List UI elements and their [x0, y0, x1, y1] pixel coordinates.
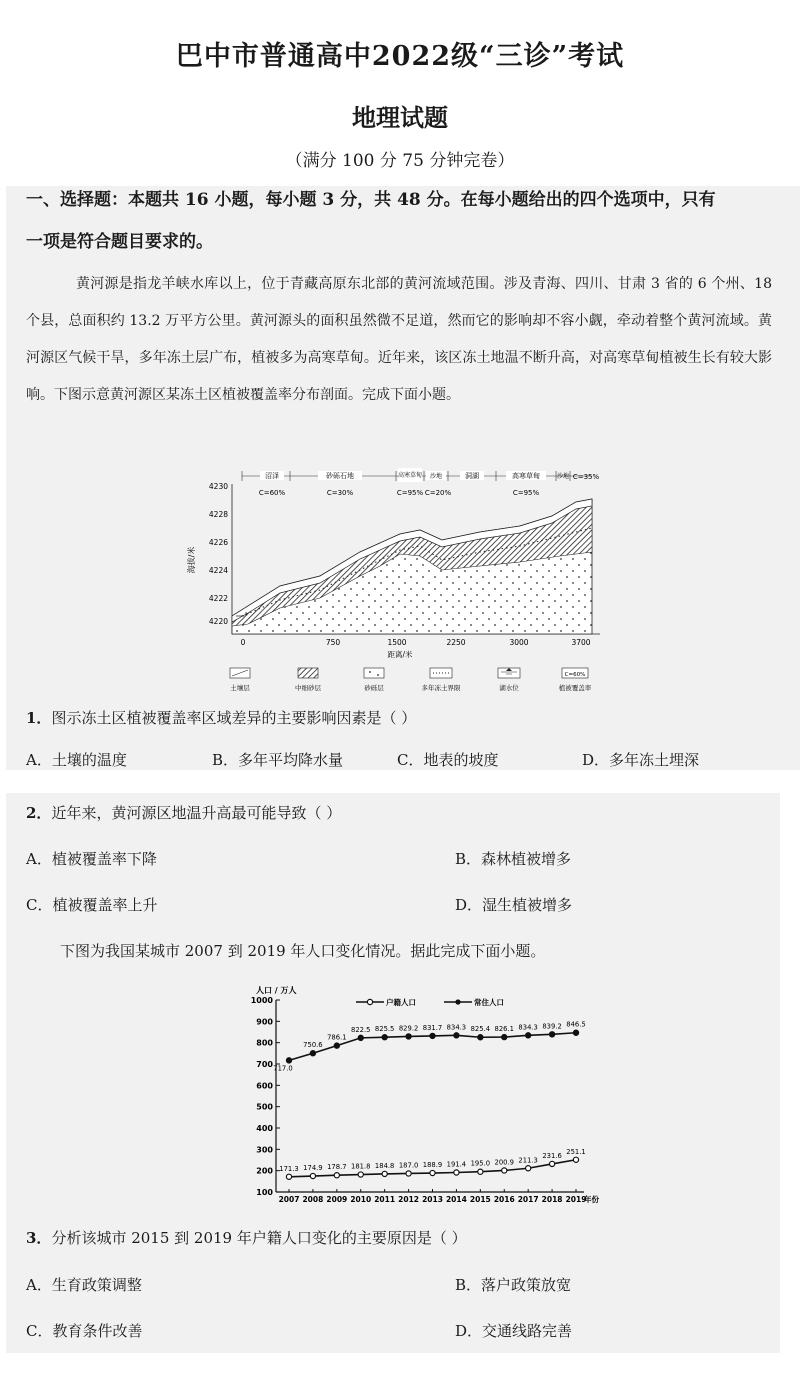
data-label: 181.8 [351, 1162, 371, 1171]
x-axis-label: 距离/米 [387, 650, 413, 659]
data-point [310, 1173, 315, 1178]
x-tick: 750 [325, 638, 341, 647]
data-point [430, 1170, 435, 1175]
x-tick-label: 2017 [517, 1195, 539, 1204]
zone-header [242, 468, 600, 497]
data-label: 831.7 [422, 1023, 443, 1032]
zone-cover: C=20% [424, 489, 452, 497]
y-tick-label: 1000 [250, 996, 273, 1005]
permafrost-profile-figure [180, 466, 620, 698]
data-point [430, 1033, 435, 1038]
zone-name: 高寒草甸 [397, 472, 423, 479]
x-tick-label: 2018 [541, 1195, 563, 1204]
data-label: 171.3 [279, 1164, 299, 1173]
x-tick-label: 2012 [398, 1195, 420, 1204]
legend-filled-marker [455, 999, 460, 1004]
q1-option-d[interactable]: D．多年冻土埋深 [582, 751, 700, 769]
data-point [454, 1170, 459, 1175]
x-tick: 3000 [509, 638, 529, 647]
data-label: 829.2 [398, 1024, 419, 1033]
data-label: 188.9 [422, 1161, 443, 1170]
q2-option-b[interactable]: B．森林植被增多 [455, 850, 572, 868]
data-point [526, 1033, 531, 1038]
legend-label: 多年冻土界限 [421, 684, 461, 692]
data-label: 187.0 [398, 1161, 419, 1170]
y-tick-label: 700 [256, 1060, 273, 1069]
data-point [358, 1035, 363, 1040]
y-tick: 4222 [208, 594, 228, 603]
y-tick-label: 900 [256, 1017, 273, 1027]
zone-name: 砂砾石地 [326, 472, 354, 480]
data-point [286, 1058, 291, 1063]
data-point [406, 1171, 411, 1176]
zone-name: 沙地 [556, 473, 570, 480]
legend-label: 土壤层 [230, 684, 250, 692]
data-point [454, 1033, 459, 1038]
q3-option-c[interactable]: C．教育条件改善 [26, 1322, 143, 1340]
y-tick: 4228 [208, 510, 228, 519]
exam-title: 巴中市普通高中2022级“三诊”考试 [175, 41, 625, 72]
data-point [358, 1172, 363, 1177]
data-point [573, 1157, 578, 1162]
data-label: 825.4 [470, 1025, 491, 1034]
question-number: 1． [26, 709, 52, 727]
legend-label: 砂砾层 [364, 684, 384, 692]
data-label: 178.7 [327, 1163, 347, 1172]
data-point [478, 1169, 483, 1174]
chart-legend [356, 997, 504, 1007]
data-point [382, 1035, 387, 1040]
zone-cover: C=35% [572, 473, 600, 481]
data-label: 174.9 [303, 1164, 323, 1173]
chart-y-label: 人口 / 万人 [256, 986, 297, 995]
data-point [334, 1173, 339, 1178]
question-3 [26, 1227, 467, 1248]
x-tick: 3700 [571, 638, 591, 647]
data-label: 786.1 [327, 1033, 347, 1042]
data-label: 822.5 [351, 1025, 371, 1034]
question-number: 3． [26, 1229, 52, 1247]
q3-option-d[interactable]: D．交通线路完善 [455, 1322, 573, 1340]
data-label: 839.2 [542, 1022, 562, 1031]
zone-cover: C=95% [512, 489, 540, 497]
section-heading-line1: 一、选择题：本题共 16 小题，每小题 3 分，共 48 分。在每小题给出的四个选项中，只有 [26, 190, 716, 210]
data-point [502, 1034, 507, 1039]
legend-open-marker [367, 999, 372, 1004]
data-point [334, 1043, 339, 1048]
subject-title: 地理试题 [352, 103, 448, 132]
y-tick: 4226 [208, 538, 228, 547]
q2-option-c[interactable]: C．植被覆盖率上升 [26, 896, 158, 914]
data-point [549, 1161, 554, 1166]
y-tick: 4230 [208, 482, 228, 491]
data-label: 200.9 [494, 1158, 514, 1167]
y-tick-label: 200 [256, 1166, 273, 1176]
x-tick: 1500 [387, 638, 407, 647]
data-label: 717.0 [273, 1064, 293, 1073]
data-point [573, 1030, 578, 1035]
passage-text: 黄河源是指龙羊峡水库以上，位于青藏高原东北部的黄河流域范围。涉及青海、四川、甘肃 3 省的 6 个州、18 个县，总面积约 13.2 万平方公里。黄河源头的面积虽然微不足道，然而它的影响却不容小觑，牵动着整个黄河流域。黄河源区气候干旱，多年冻土层广布，植被多为高寒草甸。近年来，该区冻土地温不断升高，对高寒草甸植被生长有较大影响。下图示意黄河源区某冻土区植被覆盖率分布剖面。完成下面小题。 [26, 276, 772, 403]
data-point [502, 1168, 507, 1173]
data-label: 750.6 [303, 1041, 323, 1050]
x-tick: 2250 [446, 638, 466, 647]
data-label: 846.5 [566, 1020, 586, 1029]
x-tick-label: 2007 [278, 1195, 300, 1204]
x-tick: 0 [240, 638, 246, 647]
q2-option-a[interactable]: A．植被覆盖率下降 [26, 850, 157, 868]
x-tick-label: 2008 [302, 1195, 324, 1204]
x-tick-label: 2019 [565, 1195, 587, 1204]
question-stem: 分析该城市 2015 到 2019 年户籍人口变化的主要原因是（ ） [51, 1229, 467, 1247]
question-number: 2． [26, 804, 52, 822]
data-label: 195.0 [470, 1159, 491, 1168]
data-point [549, 1032, 554, 1037]
y-tick-label: 400 [256, 1124, 273, 1133]
y-axis-label: 海拔/米 [187, 546, 196, 574]
question-1 [26, 707, 416, 728]
y-tick-label: 500 [256, 1102, 273, 1112]
section-heading-line2: 一项是符合题目要求的。 [26, 232, 213, 252]
q1-option-b[interactable]: B．多年平均降水量 [212, 751, 344, 769]
question-stem: 图示冻土区植被覆盖率区域差异的主要影响因素是（ ） [51, 709, 417, 727]
exam-meta: （满分 100 分 75 分钟完卷） [285, 151, 515, 171]
legend-series-2: 常住人口 [474, 998, 504, 1007]
data-label: 231.6 [542, 1151, 562, 1160]
data-point [478, 1035, 483, 1040]
legend-label: 中细砂层 [295, 684, 321, 692]
figure-legend [230, 668, 592, 692]
q2-option-d[interactable]: D．湿生植被增多 [455, 896, 573, 914]
legend-series-1: 户籍人口 [386, 998, 416, 1007]
x-axis-label: 年份 [584, 1195, 599, 1204]
zone-name: 沼泽 [265, 472, 279, 480]
question-stem: 近年来，黄河源区地温升高最可能导致（ ） [51, 804, 342, 822]
data-label: 251.1 [566, 1147, 586, 1156]
x-tick-label: 2013 [422, 1195, 443, 1204]
x-tick-label: 2016 [493, 1195, 515, 1204]
zone-cover: C=60% [258, 489, 286, 497]
x-tick-label: 2015 [469, 1195, 491, 1204]
q3-option-a[interactable]: A．生育政策调整 [26, 1276, 142, 1294]
legend-label: 植被覆盖率 [558, 684, 592, 692]
chart-intro-text: 下图为我国某城市 2007 到 2019 年人口变化情况。据此完成下面小题。 [60, 942, 546, 960]
y-tick-label: 600 [256, 1081, 273, 1091]
y-tick-label: 100 [256, 1188, 273, 1197]
data-label: 211.3 [518, 1156, 538, 1165]
x-tick-label: 2014 [445, 1195, 467, 1204]
x-tick-label: 2011 [374, 1195, 396, 1204]
data-point [526, 1166, 531, 1171]
data-point [382, 1171, 387, 1176]
data-label: 825.5 [374, 1025, 395, 1034]
q3-option-b[interactable]: B．落户政策放宽 [455, 1276, 572, 1294]
y-tick-label: 300 [256, 1145, 273, 1155]
data-label: 834.3 [446, 1023, 467, 1032]
question-2 [26, 802, 341, 823]
data-label: 184.8 [374, 1161, 395, 1170]
terrain-profile [232, 499, 592, 634]
q1-option-c[interactable]: C．地表的坡度 [397, 751, 499, 769]
population-line-chart [236, 982, 616, 1204]
legend-sample: C=60% [564, 672, 586, 678]
data-label: 834.3 [518, 1023, 538, 1032]
zone-cover: C=95% [396, 489, 424, 497]
data-point [286, 1174, 291, 1179]
zone-name: 高寒草甸 [512, 472, 540, 480]
data-point [310, 1051, 315, 1056]
q1-option-a[interactable]: A．土壤的温度 [26, 751, 127, 769]
chart-series [273, 1021, 585, 1180]
x-tick-label: 2009 [326, 1195, 348, 1204]
data-label: 826.1 [494, 1025, 514, 1034]
data-label: 191.4 [446, 1160, 467, 1169]
legend-label: 湖水位 [499, 684, 519, 692]
zone-name: 洞湖 [465, 472, 479, 480]
data-point [406, 1034, 411, 1039]
y-tick: 4224 [208, 566, 228, 575]
zone-name: 沙地 [429, 473, 443, 480]
x-tick-label: 2010 [350, 1195, 372, 1204]
zone-cover: C=30% [326, 489, 354, 497]
y-tick: 4220 [208, 617, 228, 626]
y-tick-label: 800 [256, 1038, 273, 1048]
